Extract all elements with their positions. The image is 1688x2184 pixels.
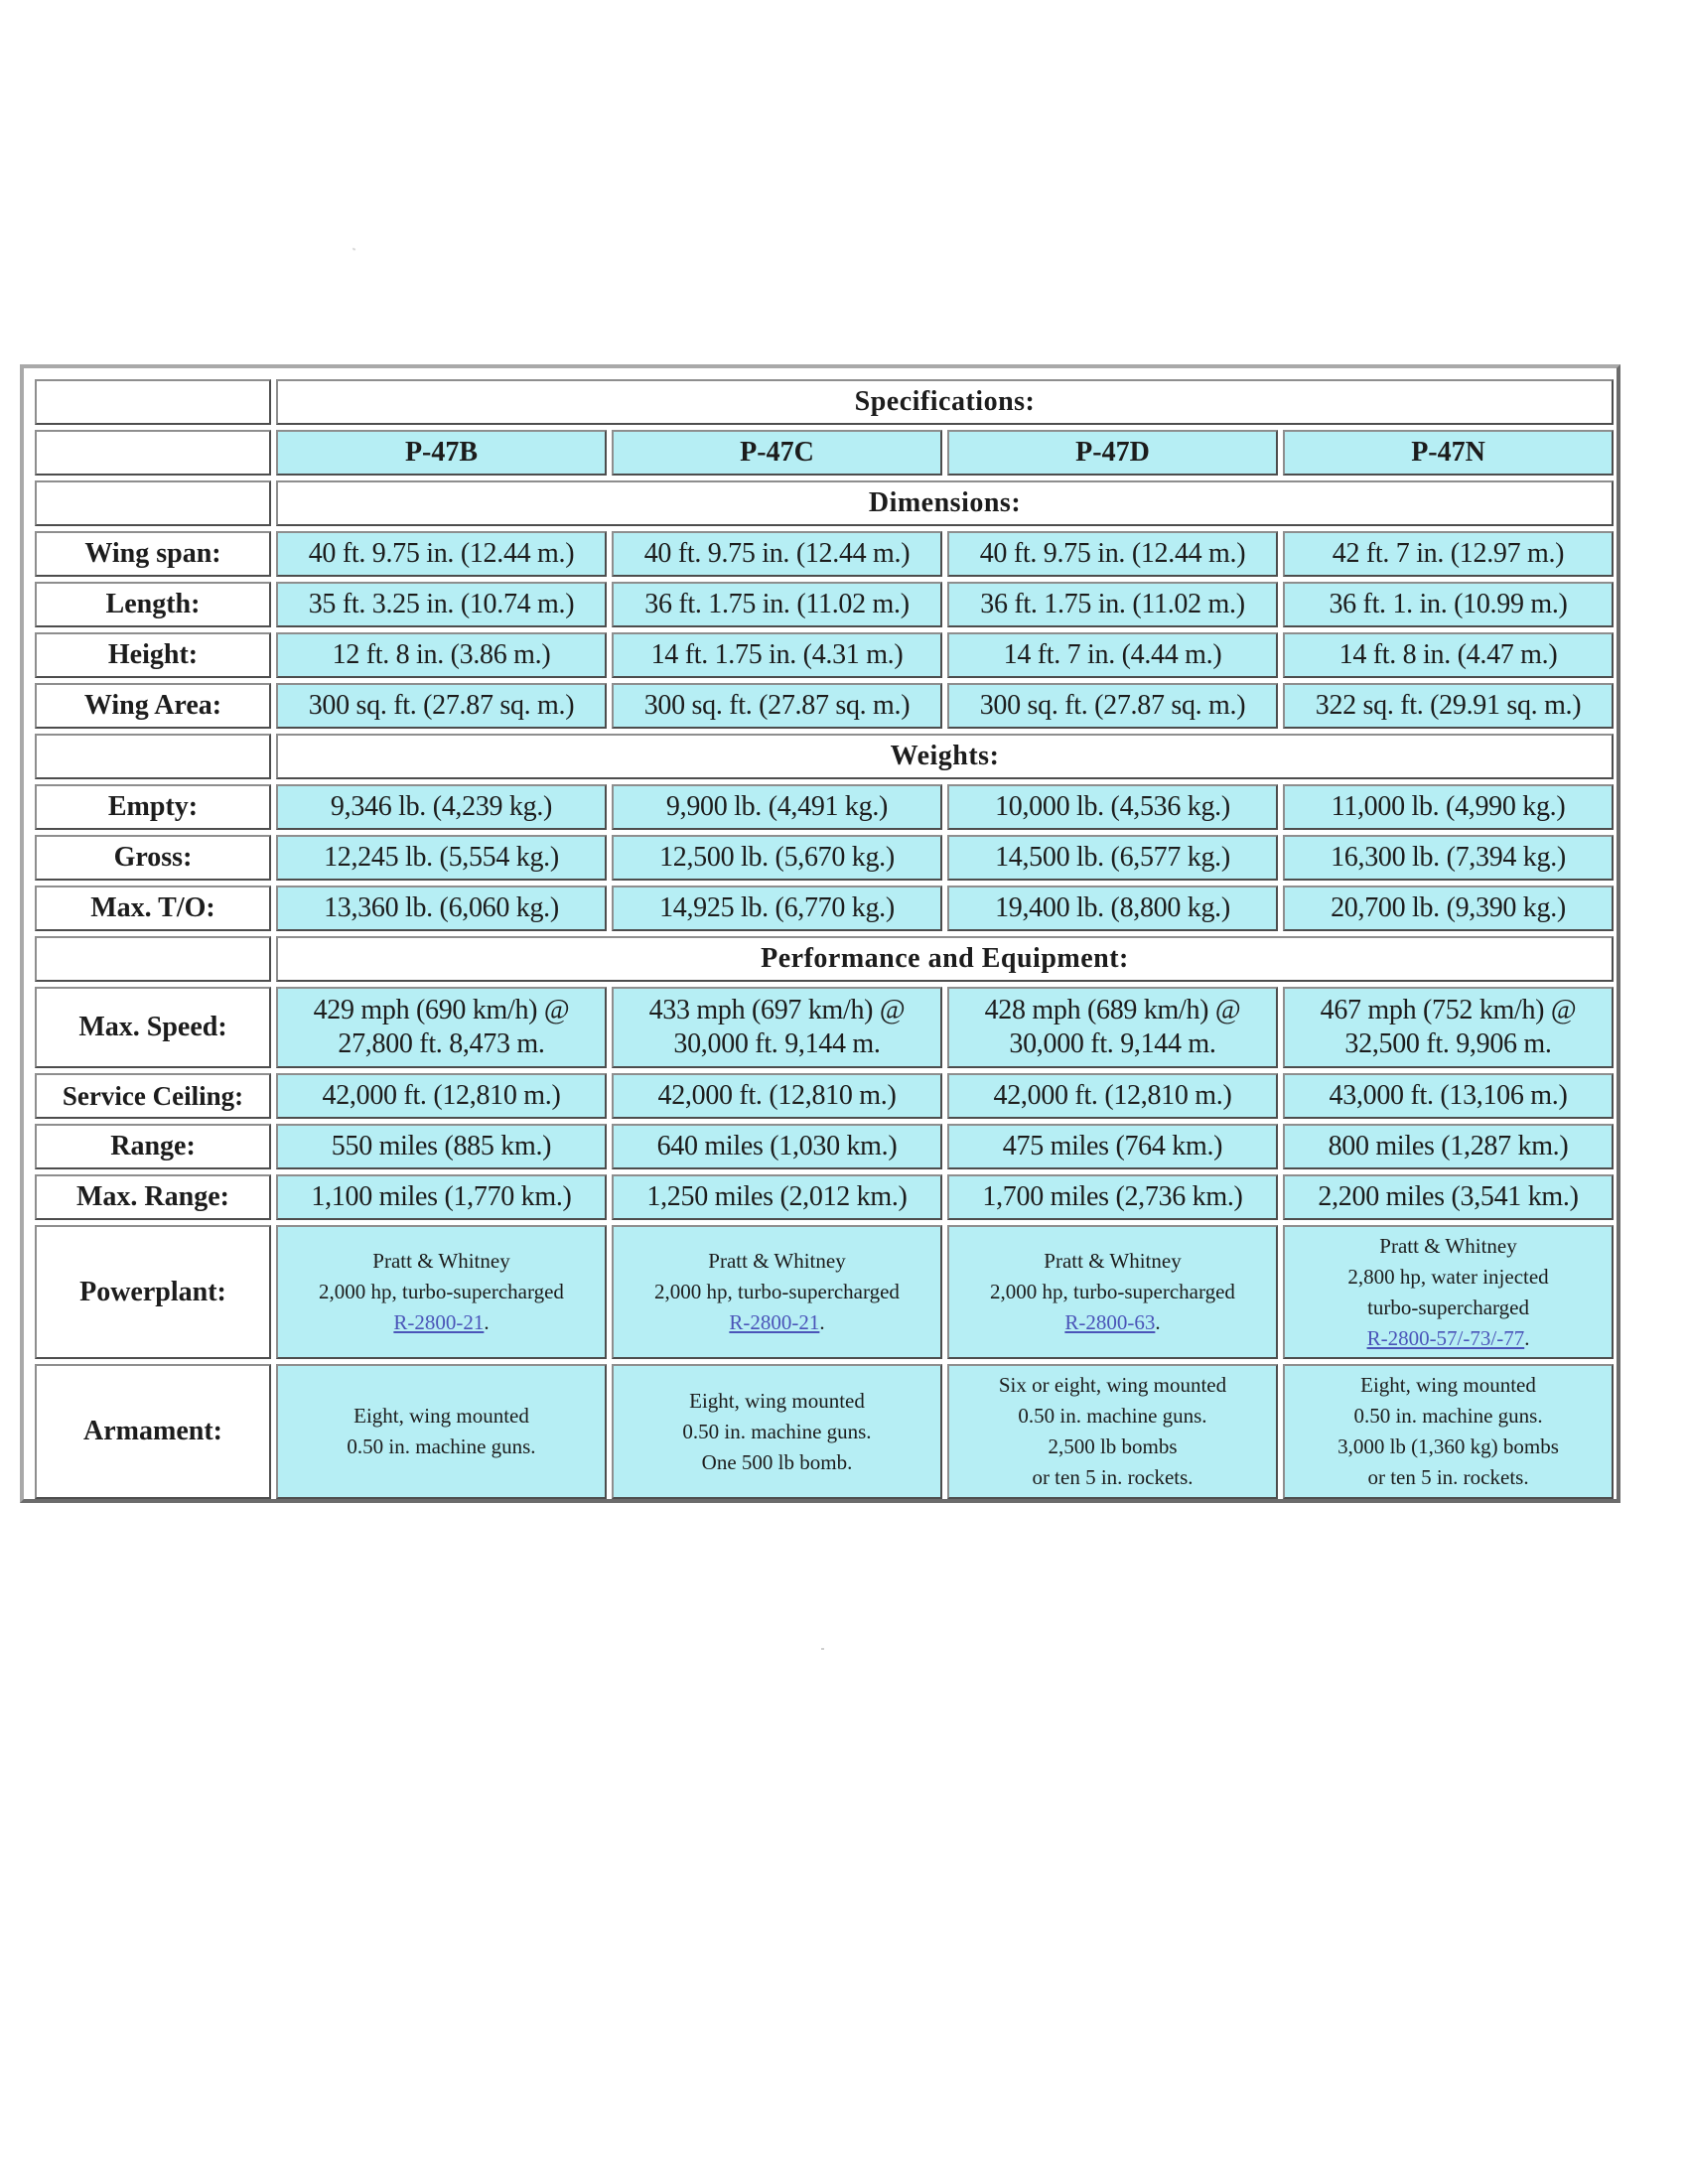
table-row [35, 987, 1614, 1068]
value-cell: 1,700 miles (2,736 km.) [947, 1174, 1278, 1220]
speed-line: 428 mph (689 km/h) @ [984, 995, 1241, 1025]
armament-line: Eight, wing mounted [1360, 1373, 1536, 1397]
value-cell: 14 ft. 8 in. (4.47 m.) [1283, 632, 1614, 678]
section-performance: Performance and Equipment: [276, 936, 1614, 982]
model-header-p47d: P-47D [947, 430, 1278, 476]
value-cell: 12,500 lb. (5,670 kg.) [612, 835, 942, 881]
row-label-max-to: Max. T/O: [35, 886, 271, 931]
model-header-p47c: P-47C [612, 430, 942, 476]
engine-link[interactable]: R-2800-57/-73/-77 [1366, 1325, 1525, 1350]
row-label-gross: Gross: [35, 835, 271, 881]
engine-link-period: . [1524, 1325, 1530, 1350]
engine-spec: 2,000 hp, turbo-supercharged [990, 1280, 1235, 1303]
value-cell: 12 ft. 8 in. (3.86 m.) [276, 632, 607, 678]
model-header-p47b: P-47B [276, 430, 607, 476]
armament-line: One 500 lb bomb. [701, 1449, 853, 1474]
value-cell: 300 sq. ft. (27.87 sq. m.) [947, 683, 1278, 729]
engine-link[interactable]: R-2800-21 [393, 1310, 485, 1334]
corner-cell [35, 430, 271, 476]
title-row [35, 379, 1614, 425]
value-cell [612, 1364, 942, 1499]
armament-line: Six or eight, wing mounted [998, 1373, 1227, 1397]
value-cell: 36 ft. 1.75 in. (11.02 m.) [947, 582, 1278, 627]
spec-table-frame [20, 364, 1620, 1503]
value-cell: 14 ft. 7 in. (4.44 m.) [947, 632, 1278, 678]
corner-cell [35, 379, 271, 425]
value-cell [947, 1364, 1278, 1499]
section-row [35, 734, 1614, 779]
value-cell [276, 1364, 607, 1499]
armament-line: or ten 5 in. rockets. [1367, 1465, 1529, 1489]
table-row [35, 531, 1614, 577]
value-cell: 14,500 lb. (6,577 kg.) [947, 835, 1278, 881]
section-blank-cell [35, 734, 271, 779]
altitude-line: 30,000 ft. 9,144 m. [1009, 1028, 1216, 1059]
value-cell: 36 ft. 1.75 in. (11.02 m.) [612, 582, 942, 627]
armament-line: 2,500 lb bombs [1048, 1434, 1178, 1458]
engine-maker: Pratt & Whitney [708, 1249, 846, 1273]
speed-line: 433 mph (697 km/h) @ [648, 995, 906, 1025]
engine-model-line [282, 1307, 601, 1338]
engine-link[interactable]: R-2800-63 [1064, 1310, 1156, 1334]
value-cell: 42,000 ft. (12,810 m.) [276, 1073, 607, 1119]
engine-model-line [1289, 1323, 1608, 1354]
value-cell: 640 miles (1,030 km.) [612, 1124, 942, 1169]
value-cell: 42 ft. 7 in. (12.97 m.) [1283, 531, 1614, 577]
value-cell [276, 987, 607, 1068]
altitude-line: 30,000 ft. 9,144 m. [673, 1028, 881, 1059]
engine-maker: Pratt & Whitney [1044, 1249, 1182, 1273]
table-row [35, 886, 1614, 931]
armament-line: or ten 5 in. rockets. [1032, 1465, 1194, 1489]
value-cell: 19,400 lb. (8,800 kg.) [947, 886, 1278, 931]
specifications-table [30, 374, 1618, 1504]
armament-line: 0.50 in. machine guns. [347, 1434, 536, 1458]
value-cell: 14 ft. 1.75 in. (4.31 m.) [612, 632, 942, 678]
engine-link-period: . [484, 1310, 490, 1334]
engine-spec: 2,800 hp, water injected [1347, 1264, 1549, 1289]
table-row [35, 784, 1614, 830]
engine-maker: Pratt & Whitney [372, 1249, 510, 1273]
table-row [35, 632, 1614, 678]
row-label-max-speed: Max. Speed: [35, 987, 271, 1068]
speed-line: 429 mph (690 km/h) @ [313, 995, 570, 1025]
table-row [35, 1225, 1614, 1359]
value-cell: 9,346 lb. (4,239 kg.) [276, 784, 607, 830]
value-cell: 1,100 miles (1,770 km.) [276, 1174, 607, 1220]
section-row [35, 936, 1614, 982]
value-cell: 800 miles (1,287 km.) [1283, 1124, 1614, 1169]
table-title: Specifications: [276, 379, 1614, 425]
value-cell: 16,300 lb. (7,394 kg.) [1283, 835, 1614, 881]
value-cell: 1,250 miles (2,012 km.) [612, 1174, 942, 1220]
value-cell [612, 987, 942, 1068]
armament-line: 0.50 in. machine guns. [682, 1419, 872, 1443]
value-cell: 2,200 miles (3,541 km.) [1283, 1174, 1614, 1220]
armament-line: 0.50 in. machine guns. [1353, 1404, 1543, 1428]
value-cell: 42,000 ft. (12,810 m.) [612, 1073, 942, 1119]
altitude-line: 32,500 ft. 9,906 m. [1344, 1028, 1552, 1059]
section-weights: Weights: [276, 734, 1614, 779]
scan-speck [821, 1648, 824, 1650]
value-cell: 36 ft. 1. in. (10.99 m.) [1283, 582, 1614, 627]
engine-maker: Pratt & Whitney [1379, 1233, 1517, 1258]
table-row [35, 1124, 1614, 1169]
row-label-length: Length: [35, 582, 271, 627]
row-label-height: Height: [35, 632, 271, 678]
value-cell [1283, 1364, 1614, 1499]
value-cell: 40 ft. 9.75 in. (12.44 m.) [276, 531, 607, 577]
value-cell: 40 ft. 9.75 in. (12.44 m.) [612, 531, 942, 577]
table-row [35, 582, 1614, 627]
value-cell: 300 sq. ft. (27.87 sq. m.) [612, 683, 942, 729]
row-label-service-ceiling: Service Ceiling: [35, 1073, 271, 1119]
row-label-armament: Armament: [35, 1364, 271, 1499]
value-cell [947, 1225, 1278, 1359]
value-cell: 475 miles (764 km.) [947, 1124, 1278, 1169]
value-cell: 9,900 lb. (4,491 kg.) [612, 784, 942, 830]
value-cell: 35 ft. 3.25 in. (10.74 m.) [276, 582, 607, 627]
speed-line: 467 mph (752 km/h) @ [1320, 995, 1577, 1025]
section-dimensions: Dimensions: [276, 480, 1614, 526]
row-label-powerplant: Powerplant: [35, 1225, 271, 1359]
engine-spec: 2,000 hp, turbo-supercharged [654, 1280, 900, 1303]
row-label-range: Range: [35, 1124, 271, 1169]
table-row [35, 1073, 1614, 1119]
value-cell [1283, 987, 1614, 1068]
row-label-empty: Empty: [35, 784, 271, 830]
value-cell: 40 ft. 9.75 in. (12.44 m.) [947, 531, 1278, 577]
engine-link-period: . [819, 1310, 825, 1334]
value-cell: 322 sq. ft. (29.91 sq. m.) [1283, 683, 1614, 729]
value-cell: 11,000 lb. (4,990 kg.) [1283, 784, 1614, 830]
table-row [35, 683, 1614, 729]
table-row [35, 835, 1614, 881]
engine-spec: turbo-supercharged [1367, 1295, 1529, 1319]
value-cell: 20,700 lb. (9,390 kg.) [1283, 886, 1614, 931]
engine-spec: 2,000 hp, turbo-supercharged [319, 1280, 564, 1303]
value-cell: 14,925 lb. (6,770 kg.) [612, 886, 942, 931]
engine-model-line [953, 1307, 1272, 1338]
value-cell [612, 1225, 942, 1359]
value-cell: 43,000 ft. (13,106 m.) [1283, 1073, 1614, 1119]
engine-link-period: . [1155, 1310, 1161, 1334]
value-cell: 12,245 lb. (5,554 kg.) [276, 835, 607, 881]
armament-line: 3,000 lb (1,360 kg) bombs [1337, 1434, 1559, 1458]
value-cell: 42,000 ft. (12,810 m.) [947, 1073, 1278, 1119]
table-row [35, 1364, 1614, 1499]
row-label-wing-span: Wing span: [35, 531, 271, 577]
engine-model-line [618, 1307, 936, 1338]
value-cell [1283, 1225, 1614, 1359]
table-row [35, 1174, 1614, 1220]
value-cell [947, 987, 1278, 1068]
value-cell: 13,360 lb. (6,060 kg.) [276, 886, 607, 931]
model-header-row [35, 430, 1614, 476]
value-cell: 10,000 lb. (4,536 kg.) [947, 784, 1278, 830]
value-cell: 550 miles (885 km.) [276, 1124, 607, 1169]
scan-speck [352, 247, 356, 250]
armament-line: Eight, wing mounted [353, 1404, 529, 1428]
section-blank-cell [35, 936, 271, 982]
row-label-max-range: Max. Range: [35, 1174, 271, 1220]
value-cell [276, 1225, 607, 1359]
armament-line: 0.50 in. machine guns. [1018, 1404, 1207, 1428]
armament-line: Eight, wing mounted [689, 1388, 865, 1413]
model-header-p47n: P-47N [1283, 430, 1614, 476]
altitude-line: 27,800 ft. 8,473 m. [338, 1028, 545, 1059]
section-blank-cell [35, 480, 271, 526]
engine-link[interactable]: R-2800-21 [729, 1310, 820, 1334]
section-row [35, 480, 1614, 526]
value-cell: 300 sq. ft. (27.87 sq. m.) [276, 683, 607, 729]
row-label-wing-area: Wing Area: [35, 683, 271, 729]
